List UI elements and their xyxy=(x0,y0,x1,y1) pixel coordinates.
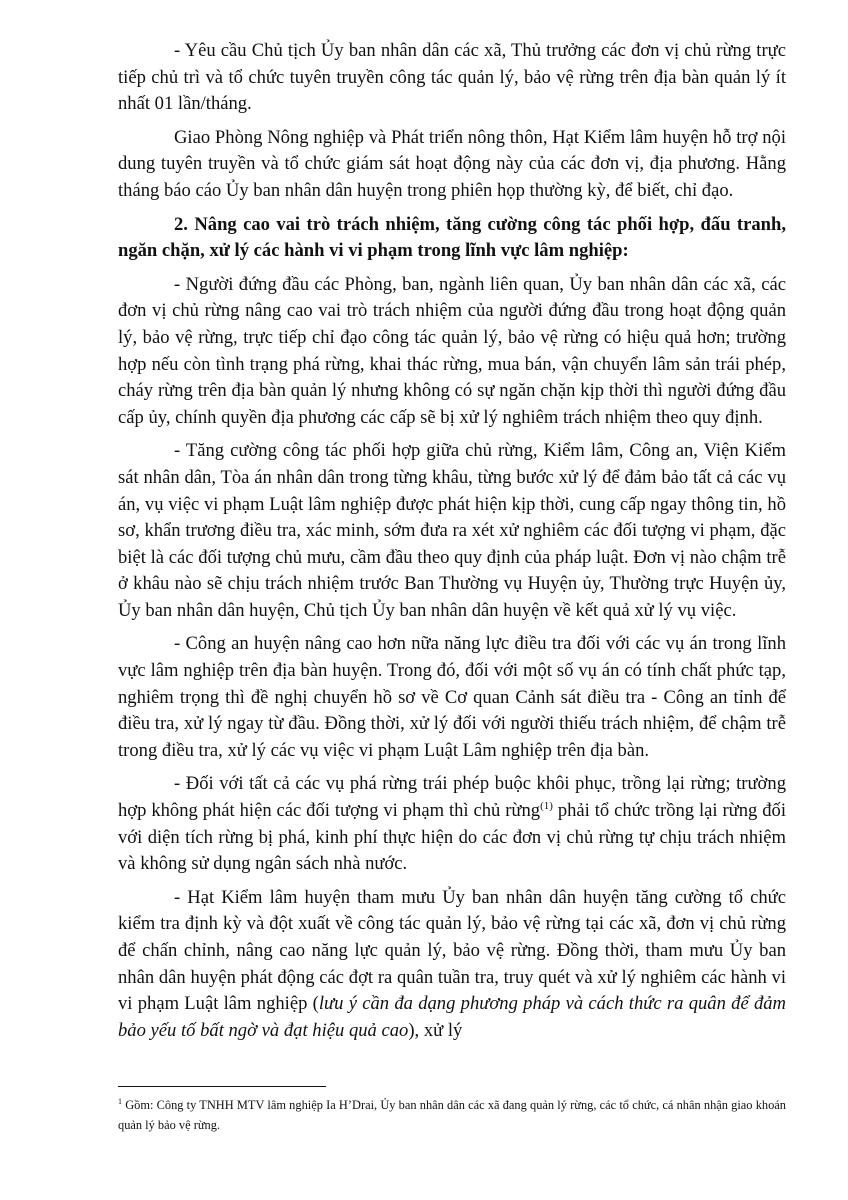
section-heading-2: 2. Nâng cao vai trò trách nhiệm, tăng cường công tác phối hợp, đấu tranh, ngăn chặn, xử lý các hành vi vi phạm trong lĩnh vực lâm nghiệp: xyxy=(118,213,786,262)
paragraph-coordination: - Tăng cường công tác phối hợp giữa chủ rừng, Kiểm lâm, Công an, Viện Kiểm sát nhân dân, Tòa án nhân dân trong từng khâu, từng bước xử lý để đảm bảo tất cả các vụ án, vụ việc vi phạm Luật lâm nghiệp được phát hiện kịp thời, cung cấp ngay thông tin, hồ sơ, khẩn trương điều tra, xác minh, sớm đưa ra xét xử nghiêm các đối tượng vi phạm, đặc biệt là các đối tượng chủ mưu, cầm đầu theo quy định của pháp luật. Đơn vị nào chậm trễ ở khâu nào sẽ chịu trách nhiệm trước Ban Thường vụ Huyện ủy, Thường trực Huyện ủy, Ủy ban nhân dân huyện, Chủ tịch Ủy ban nhân dân huyện về kết quả xử lý vụ việc. xyxy=(118,440,786,621)
paragraph-police-investigation: - Công an huyện nâng cao hơn nữa năng lực điều tra đối với các vụ án trong lĩnh vực lâm nghiệp trên địa bàn huyện. Trong đó, đối với một số vụ án có tính chất phức tạp, nghiêm trọng thì đề nghị chuyển hồ sơ về Cơ quan Cảnh sát điều tra - Công an tỉnh để điều tra, xử lý ngay từ đầu. Đồng thời, xử lý đối với người thiếu trách nhiệm, để chậm trễ trong điều tra, xử lý các vụ việc vi phạm Luật Lâm nghiệp trên địa bàn. xyxy=(118,633,786,761)
forest-ranger-italic-note: lưu ý cần đa dạng phương pháp và cách thức ra quân để đảm bảo yếu tố bất ngờ và đạt hiệu quả cao xyxy=(118,993,786,1041)
footnote xyxy=(118,1095,786,1135)
forest-ranger-text-start: - Hạt Kiểm lâm huyện tham mưu Ủy ban nhân dân huyện tăng cường tổ chức kiểm tra định kỳ và đột xuất về công tác quản lý, bảo vệ rừng tại các xã, đơn vị chủ rừng để chấn chỉnh, nâng cao năng lực quản lý, bảo vệ rừng. Đồng thời, tham mưu Ủy ban nhân dân huyện phát động các đợt ra quân tuần tra, truy quét và xử lý nghiêm các hành vi vi phạm Luật lâm nghiệp ( xyxy=(118,886,786,1015)
forest-ranger-text-end: ), xử lý xyxy=(408,1019,463,1041)
document-body xyxy=(118,38,786,1051)
paragraph-reforestation xyxy=(118,771,786,877)
paragraph-leader-responsibility: - Người đứng đầu các Phòng, ban, ngành liên quan, Ủy ban nhân dân các xã, các đơn vị chủ rừng nâng cao vai trò trách nhiệm của người đứng đầu trong hoạt động quản lý, bảo vệ rừng, trực tiếp chỉ đạo công tác quản lý, bảo vệ rừng có hiệu quả hơn; trường hợp nếu còn tình trạng phá rừng, khai thác rừng, mua bán, vận chuyển lâm sản trái phép, cháy rừng trên địa bàn quản lý nhưng không có sự ngăn chặn kịp thời thì người đứng đầu cấp ủy, chính quyền địa phương các cấp sẽ bị xử lý nghiêm trách nhiệm theo quy định. xyxy=(118,273,786,428)
reforestation-text-end: phải tổ chức trồng lại rừng đối với diện tích rừng bị phá, kinh phí thực hiện do các đơn vị chủ rừng tự chịu trách nhiệm và không sử dụng ngân sách nhà nước. xyxy=(118,800,786,875)
footnote-text: Gồm: Công ty TNHH MTV lâm nghiệp Ia H’Drai, Ủy ban nhân dân các xã đang quản lý rừng, các tổ chức, cá nhân nhận giao khoán quản lý bảo vệ rừng. xyxy=(118,1098,786,1132)
paragraph-propaganda-requirement: - Yêu cầu Chủ tịch Ủy ban nhân dân các xã, Thủ trưởng các đơn vị chủ rừng trực tiếp chủ trì và tổ chức tuyên truyền công tác quản lý, bảo vệ rừng trên địa bàn quản lý ít nhất 01 lần/tháng. xyxy=(118,40,786,115)
paragraph-assignment: Giao Phòng Nông nghiệp và Phát triển nông thôn, Hạt Kiểm lâm huyện hỗ trợ nội dung tuyên truyền và tổ chức giám sát hoạt động này của các đơn vị, địa phương. Hằng tháng báo cáo Ủy ban nhân dân huyện trong phiên họp thường kỳ, để biết, chỉ đạo. xyxy=(118,126,786,201)
footnote-marker: 1 xyxy=(118,1096,122,1106)
footnote-separator xyxy=(118,1086,326,1087)
reforestation-text-start: - Đối với tất cả các vụ phá rừng trái phép buộc khôi phục, trồng lại rừng; trường hợp không phát hiện các đối tượng vi phạm thì chủ rừng xyxy=(118,773,786,822)
footnote-reference[interactable]: (1) xyxy=(540,799,553,812)
paragraph-forest-ranger xyxy=(118,885,786,1045)
